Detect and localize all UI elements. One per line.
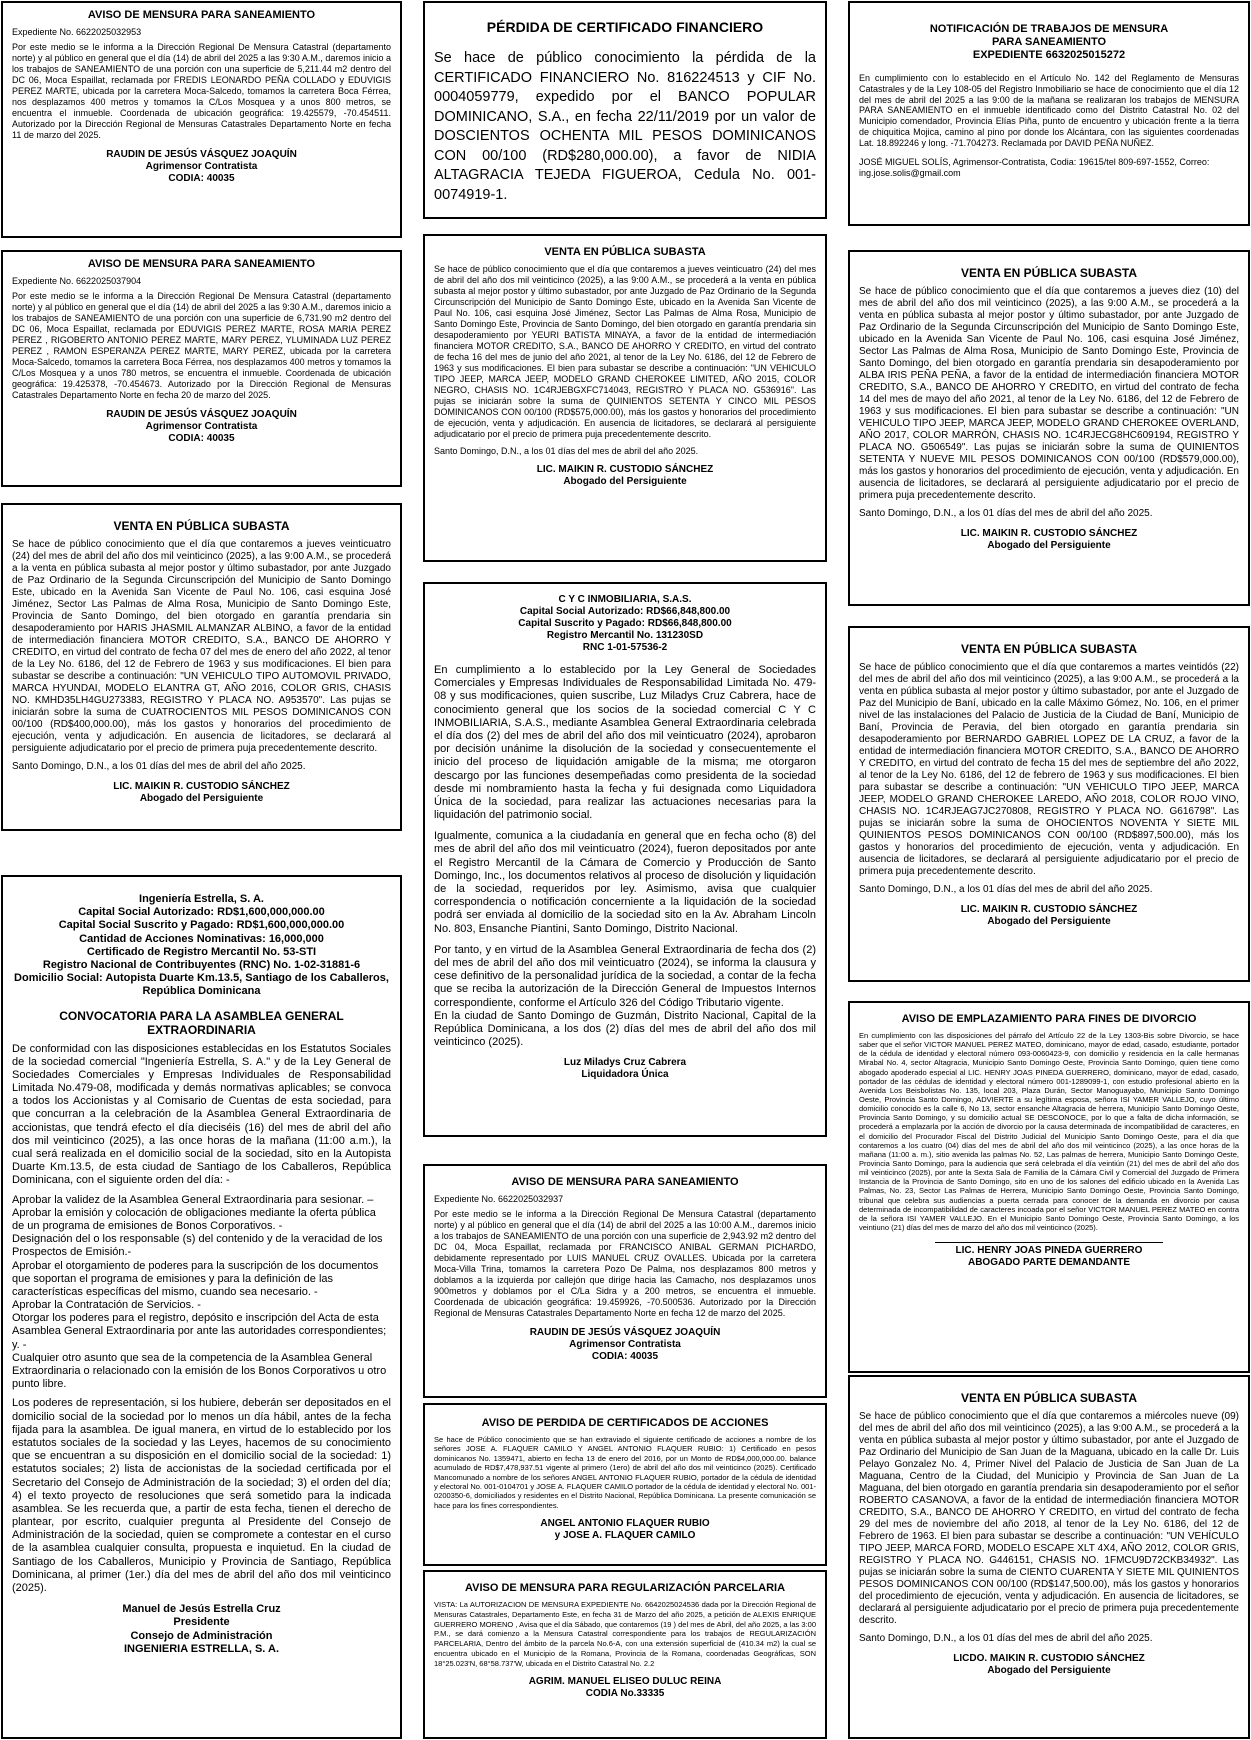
ad-body: Se hace de Público conocimiento que se han extraviado el siguiente certificado de acciones a nombre de los señores JOSE A. FLAQUER CAMILO Y ANGEL ANTONIO FLAQUER RUBIO: 1) Certificado en pesos dominicanos No. 1359471, abierto en fecha 13 de enero del 2016, por un Monto de RD$4,000,000.00. balance acumulado de RD$7,478,937.51 vigente al primero (1ero) de abril del año dos mil veinticinco (2025). Certificado Mancomunado a nombre de los señores ANGEL ANTONIO FLAQUER RUBIO, portador de la cédula de identidad y electoral No. 001-0104701 y JOSE A. FLAQUER CAMILO portador de la cédula de identidad y electoral No. 001-0200350-6, domiciliados y residentes en el Distrito Nacional, República Dominicana. La presente comunicación se hace para los fines correspondientes. — [434, 1435, 816, 1510]
ad-title: AVISO DE MENSURA PARA REGULARIZACIÓN PARCELARIA — [464, 1582, 786, 1594]
ad-expediente: Expediente No. 6622025037904 — [12, 276, 142, 286]
ad-body: Se hace de público conocimiento que el día que contaremos a martes veintidós (22) del mes de abril del año dos mil veinticinco (2025), a las 9:00 A.M., se procederá a la venta en pública subasta al mejor postor y último subastador, por ante el Juzgado de Paz del Municipio de Baní, ubicado en la calle Máximo Gómez, No. 106, en el primer nivel de las instalaciones del Palacio de Justicia de la Ciudad de Baní, Municipio de Baní, Provincia de Peravia, del bien otorgado en garantía prendaria sin desapoderamiento por BERNARDO GABRIEL LOPEZ DE LA CRUZ, a favor de la entidad de intermediación financiera MOTOR CREDITO, S.A., BANCO DE AHORRO Y CREDITO, en virtud del contrato de fecha 15 del mes de septiembre del año 2022, al tenor de la Ley No. 6186, del 12 de febrero de 1963 y sus modificaciones. El bien para subastar se describe a continuación: "UN VEHICULO TIPO JEEP, MARCA JEEP, MODELO GRAND CHEROKEE LAREDO, AÑO 2018, COLOR ROJO VINO, CHASIS NO. 1C4RJEAG7JC270808, REGISTRO Y PLACA NO. G616798". Las pujas se iniciarán sobre la suma de OHOCIENTOS NOVENTA Y SIETE MIL QUINIENTOS PESOS DOMINICANOS CON 00/100 (RD$897,500.00), más los gastos y honorarios del procedimiento de ejecución, venta y adjudicación. En ausencia de licitadores, se declarará al persiguiente adjudicatario por el precio de primera puja precedentemente descrito. — [859, 662, 1239, 877]
ad-notificacion-mensura — [848, 1, 1250, 226]
ad-venta-subasta-ford-escape — [848, 1375, 1250, 1739]
ad-paragraph-2: Igualmente, comunica a la ciudadanía en general que en fecha ocho (8) del mes de abril del año dos mil veinticuatro (2024), fueron depositados por ante el Registro Mercantil de la Cámara de Comercio y Producción de Santo Domingo, Inc., los documentos relativos al proceso de disolución y liquidación de la sociedad, requeridos por ley. Asimismo, avisa que cualquier correspondencia o notificación concerniente a la liquidación de la sociedad podrá ser enviada al domicilio de la sociedad sito en la Av. Abraham Lincoln No. 803, Ensanche Piantini, Santo Domingo, Distrito Nacional. — [434, 830, 816, 935]
ad-signature: LIC. HENRY JOAS PINEDA GUERRERO ABOGADO PARTE DEMANDANTE — [955, 1245, 1143, 1269]
ad-title: VENTA EN PÚBLICA SUBASTA — [960, 1391, 1137, 1405]
ad-title: AVISO DE MENSURA PARA SANEAMIENTO — [511, 1176, 739, 1188]
ad-contact: JOSÉ MIGUEL SOLÍS, Agrimensor-Contratista, Codia: 19615/tel 809-697-1552, Correo: ing.jose.solis@gmail.com — [859, 157, 1210, 179]
company-header: Ingeniería Estrella, S. A. Capital Social Autorizado: RD$1,600,000,000.00 Capital Social Suscrito y Pagado: RD$1,600,000,000.00 Cantidad de Acciones Nominativas: 16,000,000 Certificado de Registro Mercantil No. 53-STI Registro Nacional de Contribuyentes (RNC) No. 1-02-31881-6 Domicilio Social: Autopista Duarte Km.13.5, Santiago de los Caballeros, República Dominicana — [14, 893, 389, 998]
ad-signature: AGRIM. MANUEL ELISEO DULUC REINA CODIA No.33335 — [528, 1676, 722, 1700]
ad-title: PÉRDIDA DE CERTIFICADO FINANCIERO — [486, 19, 764, 35]
ad-title: AVISO DE PERDIDA DE CERTIFICADOS DE ACCIONES — [481, 1417, 769, 1429]
ad-body: En cumplimiento con las disposiciones del párrafo del Artículo 22 de la Ley 1303-Bis sobre Divorcio, se hace saber que el señor VICTOR MANUEL PEREZ MATEO, dominicano, mayor de edad, casado, estudiante, portador de la cédula de identidad y electoral número 093-0060423-9, con domicilio y residencia en la calle hermanas Mirabal No. 4, sector Altagracia, Municipio Santo Domingo Oeste, Provincia Santo Domingo, quien tiene como abogado apoderado especial al LIC. HENRY JOAS PINEDA GUERRERO, dominicano, mayor de edad, casado, portador de las cédulas de identidad y electoral número 001-1289099-1, con estudio profesional abierto en la Avenida Los Beisbolistas No. 135, local 203, Plaza Durán, Sector Manoguayabo, Municipio Santo Domingo Oeste, Provincia Santo Domingo, ADVIERTE a su legítima esposa, señora ISI YAMER VALLEJO, cuyo último domicilio conocido es la calle 6, No 13, sector ensanche Altagracia de herrera, Municipio Santo Domingo Oeste, Provincia Santo Domingo, y su domicilio actual SE DESCONOCE, por lo que a falta de dicha información, se procederá a emplazarla por la acción de divorcio por la causa determinada de incompatibilidad de caracteres, en el domicilio del Procurador Fiscal del Distrito Judicial del Municipio Santo Domingo Oeste, para el día que contaremos a los cuatro (04) días del mes de abril del año dos mil veinticinco (2025), a las once horas de la mañana (11:00 a. m.), sitio avenida las palmas No. 52, Las palmas de herrera, Municipio Santo Domingo Oeste, Provincia Santo Domingo, para la audiencia que será celebrada el día veintiún (21) del mes de abril del año dos mil veinticinco (2025), por ante la Sexta Sala de Familia de la Cámara Civil y Comercial del Juzgado de Primera Instancia de la Provincia de Santo Domingo, sito en uno de los salones del edificio ubicado en la Avenida Las Palmas, No. 23, Sector Las Palmas de Herrera, Municipio Santo Domingo Oeste, Provincia Santo Domingo, tribunal que celebra sus audiencias a puerta cerrada para conocer de la demanda en divorcio por causa determinada de incompatibilidad de caracteres incoada por el señor VICTOR MANUEL PEREZ MATEO en contra de la señora ISI YAMER VALLEJO. En el Municipio Santo Domingo Oeste, Provincia Santo Domingo, a los veintiuno (21) días del mes de marzo del año dos mil veinticinco (2025). — [859, 1031, 1239, 1232]
ad-signature: RAUDIN DE JESÚS VÁSQUEZ JOAQUÍN Agrimensor Contratista CODIA: 40035 — [106, 408, 297, 444]
signature-line — [935, 1242, 1163, 1243]
ad-title: VENTA EN PÚBLICA SUBASTA — [113, 519, 290, 533]
ad-paragraph-1: En cumplimiento a lo establecido por la Ley General de Sociedades Comerciales y Empresas Individuales de Responsabilidad Limitada No. 479-08 y sus modificaciones, quien suscribe, Luz Miladys Cruz Cabrera, hace de conocimiento general que los socios de la sociedad comercial C Y C INMOBILIARIA, S.A.S., mediante Asamblea General Extraordinaria celebrada el día dos (2) del mes de abril del año dos mil veinticuatro (2024), aprobaron por decisión unánime la disolución de la sociedad y consecuentemente el inicio del proceso de liquidación amigable de la misma; me otorgaron descargo por las funciones desempeñadas como presidenta de la sociedad desde mi nombramiento hasta la fecha y fui designada como Liquidadora Única de la sociedad, para realizar las actuaciones necesarias para la liquidación del patrimonio social. — [434, 664, 816, 822]
ad-signature: LIC. MAIKIN R. CUSTODIO SÁNCHEZ Abogado del Persiguiente — [536, 464, 714, 488]
ad-title: NOTIFICACIÓN DE TRABAJOS DE MENSURA PARA SANEAMIENTO EXPEDIENTE 6632025015272 — [929, 23, 1169, 62]
ad-title: VENTA EN PÚBLICA SUBASTA — [960, 266, 1137, 280]
ad-signature: Luz Miladys Cruz Cabrera Liquidadora Única — [563, 1057, 687, 1081]
ad-mensura-regularizacion — [423, 1570, 827, 1739]
ad-body: Por este medio se le informa a la Dirección Regional De Mensura Catastral (departamento norte) y al público en general que el día (14) de abril del 2025 a las 9:30 A.M., daremos inicio a los trabajos de SANEAMIENTO de una porción con una superficie de 5,211.44 m2 dentro del DC 06, Moca Espaillat, reclamada por FREDIS LEONARDO PEÑA COLLADO y EDUVIGIS PEREZ MARTE, ubicada por la carretera Moca-Salcedo, tomamos la carretera Boca Férrea, nos desplazamos 400 metros y tomamos la C/Los Mosquea y a unos 800 metros, se encuentra el inmueble. Coordenada de ubicación geográfica: 19.425579, -70.454511. Autorizado por la Dirección Regional de Mensuras Catastrales Departamento Norte en fecha 11 de marzo del 2025. — [12, 41, 391, 140]
ad-mensura-saneamiento-1 — [1, 1, 402, 238]
ad-intro: De conformidad con las disposiciones establecidas en los Estatutos Sociales de la sociedad comercial "Ingeniería Estrella, S. A." y de la Ley General de Sociedades Comerciales y Empresas Individuales de Responsabilidad Limitada No.479-08, modificada y demás normativas aplicables; se convoca a todos los Accionistas y al Comisario de Cuentas de esta sociedad, para que concurran a la celebración de la Asamblea General Extraordinaria de accionistas, que tendrá efecto el día dieciséis (16) del mes de abril del año dos mil veinticinco (2025), a las once horas de la mañana (11:00 a.m.), la cual será realizada en el domicilio social de la sociedad, sito en la Autopista Duarte Km.13.5, de esta ciudad de Santiago de los Caballeros, República Dominicana, con el siguiente orden del día: - — [12, 1042, 391, 1187]
ad-mensura-saneamiento-2 — [1, 250, 402, 487]
ad-date: Santo Domingo, D.N., a los 01 días del mes de abril del año 2025. — [859, 1633, 1153, 1644]
ad-venta-subasta-jeep-laredo — [848, 626, 1250, 982]
ad-mensura-saneamiento-3 — [423, 1164, 827, 1398]
ad-date: Santo Domingo, D.N., a los 01 días del mes de abril del año 2025. — [434, 445, 699, 456]
ad-venta-subasta-hyundai — [1, 503, 402, 831]
ad-signature: Manuel de Jesús Estrella Cruz Presidente Consejo de Administración INGENIERIA ESTRELLA, S. A. — [122, 1603, 281, 1655]
ad-paragraph-3: Por tanto, y en virtud de la Asamblea General Extraordinaria de fecha dos (2) del mes de abril del año dos mil veinticuatro (2024), se informa la clausura y cese definitivo de la personalidad jurídica de la sociedad, a contar de la fecha que se reciba la autorización de la Dirección General de Impuestos Internos correspondiente, conforme el Artículo 326 del Código Tributario vigente. En la ciudad de Santo Domingo de Guzmán, Distrito Nacional, Capital de la República Dominicana, a los dos (2) días del mes de abril del año dos mil veinticinco (2025). — [434, 943, 816, 1049]
ad-closing: Los poderes de representación, si los hubiere, deberán ser depositados en el domicilio social de la sociedad por lo menos un día hábil, antes de la fecha fijada para la asamblea. De igual manera, en virtud de lo establecido por los estatutos sociales de la sociedad y las Leyes, hacemos de su conocimiento que se encuentran a su disposición en el domicilio social de la sociedad: 1) estatutos sociales; 2) lista de accionistas de la sociedad certificada por el Secretario del Consejo de Administración de la sociedad; 3) el orden del día; 4) el texto proyecto de resoluciones que será sometido para la indicada asamblea. Se les recuerda que, a partir de esta fecha, tienen el derecho de plantear, por escrito, cualquier pregunta al Presidente del Consejo de Administración de la sociedad, quien se compromete a contestar en el curso de la asamblea cualquier consulta, propuesta e inquietud. En la ciudad de Santiago de los Caballeros, Municipio y Provincia de Santiago, República Dominicana, al primer (1er.) día del mes de abril del año dos mil veinticinco (2025). — [12, 1397, 391, 1594]
ad-date: Santo Domingo, D.N., a los 01 días del mes de abril del año 2025. — [859, 884, 1153, 895]
ad-signature: LIC. MAIKIN R. CUSTODIO SÁNCHEZ Abogado del Persiguiente — [960, 528, 1138, 551]
ad-body: VISTA: La AUTORIZACION DE MENSURA EXPEDIENTE No. 6642025024536 dada por la Dirección Regional de Mensuras Catastrales, Departamento Este, en fecha 31 de Marzo del año 2025, a petición de ALEXIS ENRIQUE GUERRERO MORENO , Avisa que el día Sábado, que contaremos (19 ) del mes de Abril, del año 2025, a las 3:00 P.M., se dará comienzo a la Mensura Catastral correspondiente para los trabajos de REGULARIZACIÓN PARCELARIA, Dentro del ámbito de la parcela No.6-A, con una extensión superficial de (410.34 m2) la cual se encuentra ubicado en el Municipio de la Romana, Provincia de la Romana, coordenadas Geográficas, SON 18°25.023'N, 68°58.737'W, ubicada en el Distrito Catastral No. 2.2 — [434, 1600, 816, 1668]
ad-body: En cumplimiento con lo establecido en el Artículo No. 142 del Reglamento de Mensuras Catastrales y de la Ley 108-05 del Registro Inmobiliario se hace de conocimiento que el día 12 del mes de abril del 2025 a las 9:00 de la mañana se realizaran los trabajos de MENSURA PARA SANEAMIENTO en el inmueble identificado como del Distrito Catastral No. 02 del Municipio comendador, Provincia Elías Piña, punto de encuentro y ubicación frente a la tierra de chiquitica Mojica, camino al pino por donde los Alcántara, con las siguientes coordenadas Lat. 18.892246 y long. -71.704273. Reclamada por DAVID PEÑA NUÑEZ. — [859, 72, 1239, 149]
ad-title: AVISO DE MENSURA PARA SANEAMIENTO — [87, 9, 316, 21]
ad-body: Se hace de público conocimiento la pérdida de la CERTIFICADO FINANCIERO No. 816224513 y CIF No. 0004059779, expedido por el BANCO POPULAR DOMINICANO, S.A., en fecha 22/11/2019 por un valor de DOSCIENTOS OCHENTA MIL PESOS DOMINICANOS CON 00/100 (RD$280,000.00), a favor de NIDIA ALTAGRACIA TEJEDA FIGUEROA, Cedula No. 001-0074919-1. — [434, 50, 816, 203]
ad-body: Se hace de público conocimiento que el día que contaremos a miércoles nueve (09) del mes de abril del año dos mil veinticinco (2025), a las 9:00 A.M., se procederá a la venta en pública subasta al mejor postor y último subastador, por ante el Juzgado de Paz Ordinario del Municipio de San Juan de la Maguana, ubicado en la calle Dr. Luis Pelayo Gonzalez No. 4, Primer Nivel del Palacio de Justicia de San Juan de La Maguana, Centro de la Ciudad, del Municipio y Provincia de San Juan de La Maguana, del bien otorgado en garantía prendaria sin desapoderamiento por el señor ROBERTO CASANOVA, a favor de la entidad de intermediación financiera MOTOR CREDITO, S.A., BANCO DE AHORRO Y CREDITO, en virtud del contrato de fecha 29 del mes de noviembre del año 2018, al tenor de la Ley No. 6186, del 12 de Febrero de 1963. El bien para subastar se describe a continuación: "UN VEHÍCULO TIPO JEEP, MARCA FORD, MODELO ESCAPE XLT 4X4, AÑO 2012, COLOR GRIS, REGISTRO Y PLACA NO. G446151, CHASIS NO. 1FMCU9D72CKB34932". Las pujas se iniciarán sobre la suma de CIENTO CUARENTA Y SIETE MIL QUINIENTOS PESOS DOMINICANOS CON 00/100 (RD$147,500.00), más los gastos y honorarios del procedimiento de ejecución, venta y adjudicación. En ausencia de licitadores, se declarará al persiguiente adjudicatario por el precio de primera puja precedentemente descrito. — [859, 1411, 1239, 1626]
ad-convocatoria-asamblea — [1, 875, 402, 1739]
ad-title: VENTA EN PÚBLICA SUBASTA — [960, 642, 1137, 656]
ad-body: Por este medio se le informa a la Dirección Regional De Mensura Catastral (departamento norte) y al público en general que el día (14) de abril del 2025 a las 9:30 A.M., daremos inicio a los trabajos de SANEAMIENTO de una porción con una superficie de 6,731.90 m2 dentro del DC 06, Moca Espaillat, reclamada por EDUVIGIS PEREZ MARTE, ROSA MARIA PEREZ PEREZ , RIGOBERTO ANTONIO PEREZ MARTE, MARY PEREZ, YLUMINADA LUZ PEREZ PEREZ , RAMON ESPERANZA PEREZ MARTE, MARY PEREZ, ubicada por la carretera Moca-Salcedo, tomamos la carretera Boca Férrea, nos desplazamos 400 metros y tomamos la C/Los Mosquea y a unos 780 metros, se encuentra el inmueble. Coordenada de ubicación geográfica: 19.425378, -70.454673. Autorizado por la Dirección Regional de Mensuras Catastrales Departamento Norte en fecha 20 de marzo del 2025. — [12, 290, 391, 400]
ad-venta-subasta-jeep-overland — [848, 250, 1250, 606]
ad-title: AVISO DE MENSURA PARA SANEAMIENTO — [87, 258, 316, 270]
company-header: C Y C INMOBILIARIA, S.A.S. Capital Social Autorizado: RD$66,848,800.00 Capital Suscrito y Pagado: RD$66,848,800.00 Registro Mercantil No. 131230SD RNC 1-01-57536-2 — [518, 594, 732, 653]
ad-perdida-certificado-financiero — [423, 1, 827, 219]
ad-signature: ANGEL ANTONIO FLAQUER RUBIO y JOSE A. FLAQUER CAMILO — [540, 1518, 710, 1541]
ad-body: Se hace de público conocimiento que el día que contaremos a jueves veinticuatro (24) del mes de abril del año dos mil veinticinco (2025), a las 9:00 A.M., se procederá a la venta en pública subasta al mejor postor y último subastador, por ante Juzgado de Paz Ordinario de la Segunda Circunscripción del Municipio de Santo Domingo Este, ubicado en la Avenida San Vicente de Paul No. 106, casi esquina José Jiménez, Sector Las Palmas de Alma Rosa, Municipio de Santo Domingo Este, Provincia de Santo Domingo, del bien otorgado en garantía prendaria sin desapoderamiento por YEURI BATISTA MINAYA, a favor de la entidad de intermediación financiera MOTOR CREDITO, S.A., BANCO DE AHORRO Y CREDITO, en virtud del contrato de fecha 16 del mes de junio del año 2021, al tenor de la Ley No. 6186, del 12 de Febrero de 1963 y sus modificaciones. El bien para subastar se describe a continuación: "UN VEHICULO TIPO JEEP, MARCA JEEP, MODELO GRAND CHEROKEE LIMITED, AÑO 2015, COLOR NEGRO, CHASIS NO. 1C4RJEBGXFC714043, REGISTRO Y PLACA NO. G536916". Las pujas se iniciarán sobre la suma de QUINIENTOS SETENTA Y CINCO MIL PESOS DOMINICANOS CON 00/100 (RD$575,000.00), más los gastos y honorarios del procedimiento de ejecución, venta y adjudicación. En ausencia de licitadores, se declarará al persiguiente adjudicatario por el precio de primera puja precedentemente descrito. — [434, 264, 816, 439]
ad-body: Se hace de público conocimiento que el día que contaremos a jueves veinticuatro (24) del mes de abril del año dos mil veinticinco (2025), a las 9:00 A.M., se procederá a la venta en pública subasta al mejor postor y último subastador, por ante Juzgado de Paz Ordinario de la Segunda Circunscripción del Municipio de Santo Domingo Este, ubicado en la Avenida San Vicente de Paul No. 106, casi esquina José Jiménez, Sector Las Palmas de Alma Rosa, Municipio de Santo Domingo Este, Provincia de Santo Domingo, del bien otorgado en garantía prendaria sin desapoderamiento por HARIS JHASMIL ALMANZAR ALBINO, a favor de la entidad de intermediación financiera MOTOR CREDITO, S.A., BANCO DE AHORRO Y CREDITO, en virtud del contrato de fecha 07 del mes de enero del año 2022, al tenor de la Ley No. 6186, del 12 de Febrero de 1963 y sus modificaciones. El bien para subastar se describe a continuación: "UN VEHICULO TIPO AUTOMOVIL PRIVADO, MARCA HYUNDAI, MODELO ELANTRA GT, AÑO 2016, COLOR GRIS, CHASIS NO. KMHD35LH4GU273383, REGISTRO Y PLACA NO. A953570". Las pujas se iniciarán sobre la suma de CUATROCIENTOS MIL PESOS DOMINICANOS CON 00/100 (RD$400,000.00), más los gastos y honorarios del procedimiento de ejecución, venta y adjudicación. En ausencia de licitadores, se declarará al persiguiente adjudicatario por el precio de primera puja precedentemente descrito. — [12, 539, 391, 754]
ad-cyc-inmobiliaria — [423, 582, 827, 1137]
ad-body: Se hace de público conocimiento que el día que contaremos a jueves diez (10) del mes de abril del año dos mil veinticinco (2025), a las 9:00 A.M., se procederá a la venta en pública subasta al mejor postor y último subastador, por ante Juzgado de Paz Ordinario de la Segunda Circunscripción del Municipio de Santo Domingo Este, ubicado en la Avenida San Vicente de Paul No. 106, casi esquina José Jiménez, Sector Las Palmas de Alma Rosa, Municipio de Santo Domingo Este, Provincia de Santo Domingo, del bien otorgado en garantía prendaria sin desapoderamiento por ALBA IRIS PEÑA PEÑA, a favor de la entidad de intermediación financiera MOTOR CREDITO, S.A., BANCO DE AHORRO Y CREDITO, en virtud del contrato de fecha 14 del mes de mayo del año 2021, al tenor de la Ley No. 6186, del 12 de Febrero de 1963 y sus modificaciones. El bien para subastar se describe a continuación: "UN VEHICULO TIPO JEEP, MARCA JEEP, MODELO GRAND CHEROKEE OVERLAND, AÑO 2017, COLOR MARRÓN, CHASIS NO. 1C4RJECG8HC609194, REGISTRO Y PLACA NO. G506549". Las pujas se iniciarán sobre la suma de QUINIENTOS SETENTA Y NUEVE MIL PESOS DOMINICANOS CON 00/100 (RD$579,000.00), más los gastos y honorarios del procedimiento de ejecución, venta y adjudicación. En ausencia de licitadores, se declarará al persiguiente adjudicatario por el precio de primera puja precedentemente descrito. — [859, 286, 1239, 501]
ad-perdida-certificados-acciones — [423, 1403, 827, 1566]
ad-date: Santo Domingo, D.N., a los 01 días del mes de abril del año 2025. — [12, 761, 306, 772]
ad-expediente: Expediente No. 6622025032937 — [434, 1194, 564, 1204]
ad-signature: LICDO. MAIKIN R. CUSTODIO SÁNCHEZ Abogado del Persiguiente — [953, 1653, 1145, 1676]
ad-venta-subasta-jeep-limited — [423, 234, 827, 562]
ad-date: Santo Domingo, D.N., a los 01 días del mes de abril del año 2025. — [859, 508, 1153, 519]
ad-title: AVISO DE EMPLAZAMIENTO PARA FINES DE DIVORCIO — [901, 1013, 1197, 1025]
ad-signature: RAUDIN DE JESÚS VÁSQUEZ JOAQUÍN Agrimensor Contratista CODIA: 40035 — [529, 1326, 721, 1362]
ad-signature: LIC. MAIKIN R. CUSTODIO SÁNCHEZ Abogado del Persiguiente — [960, 904, 1138, 927]
ad-emplazamiento-divorcio — [848, 1001, 1250, 1373]
ad-title: VENTA EN PÚBLICA SUBASTA — [544, 246, 706, 258]
ad-agenda: Aprobar la validez de la Asamblea General Extraordinaria para sesionar. – Aprobar la emisión y colocación de obligaciones mediante la oferta pública de un programa de emisiones de Bonos Corporativos. - Designación del o los responsable (s) del contenido y de la veracidad de los Prospectos de Emisión.- Aprobar el otorgamiento de poderes para la suscripción de los documentos que soportan el programa de emisiones y para la definición de las características específicas del mismo, cuando sea necesario. - Aprobar la Contratación de Servicios. - Otorgar los poderes para el registro, depósito e inscripción del Acta de esta Asamblea General Extraordinaria por ante las autoridades correspondientes; y. - Cualquier otro asunto que sea de la competencia de la Asamblea General Extraordinaria o relacionado con la emisión de los Bonos Corporativos u otro punto libre. — [12, 1193, 387, 1391]
ad-signature: LIC. MAIKIN R. CUSTODIO SÁNCHEZ Abogado del Persiguiente — [113, 781, 290, 804]
ad-signature: RAUDIN DE JESÚS VÁSQUEZ JOAQUÍN Agrimensor Contratista CODIA: 40035 — [106, 148, 297, 184]
ad-title: CONVOCATORIA PARA LA ASAMBLEA GENERAL EXTRAORDINARIA — [59, 1008, 344, 1037]
ad-body: Por este medio se le informa a la Dirección Regional De Mensura Catastral (departamento norte) y al público en general que el día (14) de abril del 2025 a las 10:00 A.M., daremos inicio a los trabajos de SANEAMIENTO de una porción con una superficie de 2,943.92 m2 dentro del DC 04, Moca Espaillat, reclamada por FRANCISCO ANIBAL GERMAN PICHARDO, debidamente representado por LUIS MANUEL CRUZ OVALLES. Ubicada por la carretera Moca-Villa Trina, tomamos la carretera Pozo De Palma, nos desplazamos 800 metros y doblamos a la izquierda por callejón que dirige hacia las Camacho, nos desplazamos unos 900metros y doblamos por el C/La Sidra y a 200 metros, se encuentra el inmueble. Coordenada de ubicación geográfica: 19.459926, -70.500536. Autorizado por la Dirección Regional de Mensuras Catastrales Departamento Norte en fecha 12 de marzo del 2025. — [434, 1208, 816, 1318]
ad-expediente: Expediente No. 6622025032953 — [12, 27, 142, 37]
